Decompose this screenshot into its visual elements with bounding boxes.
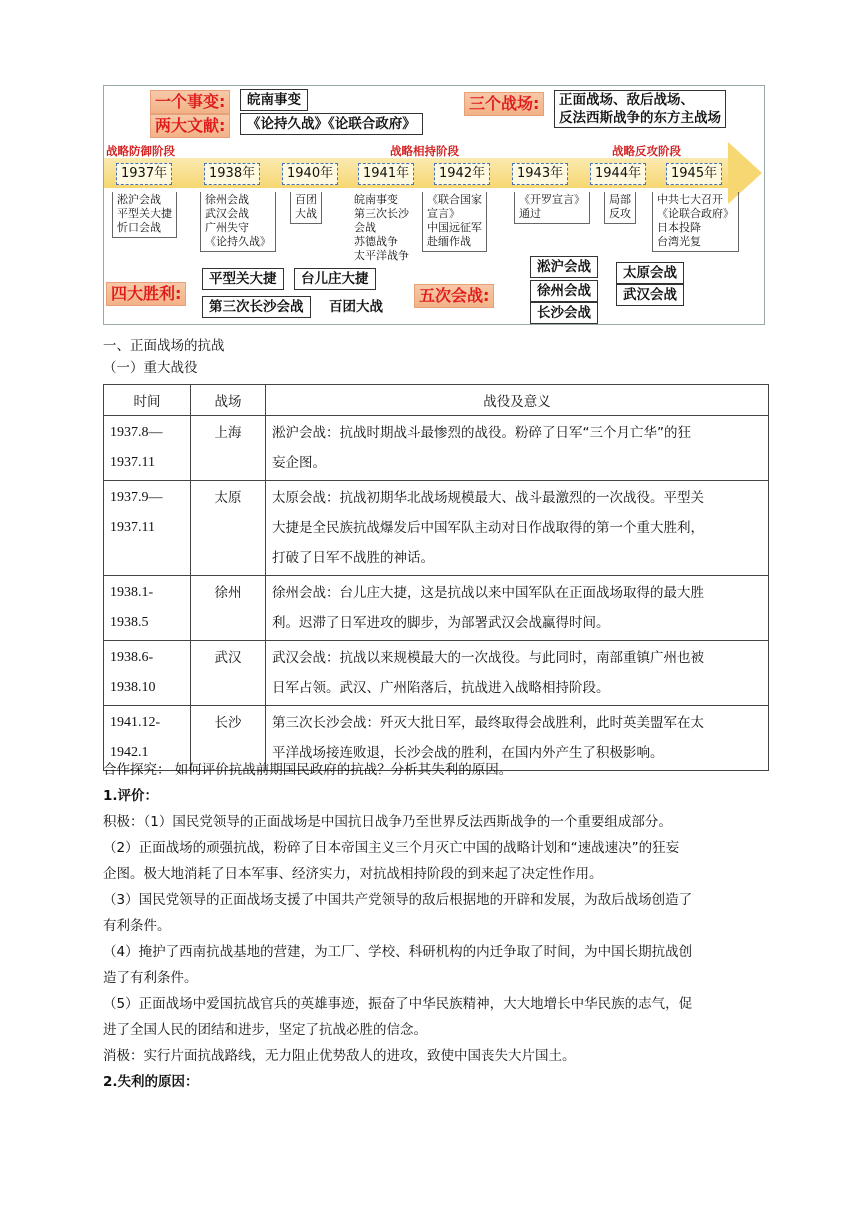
events-1945: 中共七大召开 《论联合政府》 日本投降 台湾光复	[652, 192, 739, 252]
table-row	[104, 641, 769, 706]
incident-tag: 一个事变:	[150, 90, 230, 114]
documents-tag: 两大文献:	[150, 114, 230, 138]
row-time: 1938.10	[110, 680, 156, 695]
battle-changsha: 长沙会战	[530, 302, 598, 324]
battles-table	[103, 384, 769, 771]
victory-pingxingguan: 平型关大捷	[202, 268, 284, 290]
row-desc: 淞沪会战：抗战时期战斗最惨烈的战役。粉碎了日军“三个月亡华”的狂	[272, 425, 691, 441]
paragraph-positive-3b: 有利条件。	[103, 918, 171, 934]
row-desc: 大捷是全民族抗战爆发后中国军队主动对日作战取得的第一个重大胜利，	[272, 520, 704, 536]
events-1944: 局部 反攻	[604, 192, 636, 224]
battlefields-tag: 三个战场:	[464, 92, 544, 116]
events-1941: 皖南事变 第三次长沙 会战 苏德战争 太平洋战争	[354, 193, 409, 262]
year-1943: 1943年	[512, 163, 568, 185]
row-desc: 日军占领。武汉、广州陷落后，抗战进入战略相持阶段。	[272, 680, 610, 696]
battlefields-value	[554, 90, 726, 128]
subsection-title: （一）重大战役	[103, 360, 198, 376]
row-time: 1938.6-	[110, 650, 154, 665]
timeline-band	[104, 158, 744, 188]
events-1940: 百团 大战	[290, 192, 322, 224]
victory-hundred-regiments: 百团大战	[322, 296, 390, 318]
table-header-row	[104, 385, 769, 416]
row-time: 1937.11	[110, 520, 155, 535]
phase-counteroffensive: 战略反攻阶段	[612, 144, 681, 158]
phase-defense: 战略防御阶段	[106, 144, 175, 158]
documents-value: 《论持久战》《论联合政府》	[240, 113, 423, 135]
events-1943: 《开罗宣言》 通过	[514, 192, 590, 224]
row-time: 1942.1	[110, 745, 149, 760]
row-desc: 太原会战：抗战初期华北战场规模最大、战斗最激烈的一次战役。平型关	[272, 490, 704, 506]
phase-stalemate: 战略相持阶段	[390, 144, 459, 158]
paragraph-positive-2b: 企图。极大地消耗了日本军事、经济实力，对抗战相持阶段的到来起了决定性作用。	[103, 866, 603, 882]
header-time: 时间	[104, 385, 191, 416]
events-1938: 徐州会战 武汉会战 广州失守 《论持久战》	[200, 192, 276, 252]
row-place: 上海	[191, 416, 266, 481]
victory-taierzhuang: 台儿庄大捷	[294, 268, 376, 290]
table-row	[104, 576, 769, 641]
events-1937: 淞沪会战 平型关大捷 忻口会战	[112, 192, 177, 238]
battles-tag: 五次会战:	[414, 284, 494, 308]
row-place: 太原	[191, 481, 266, 576]
row-place: 武汉	[191, 641, 266, 706]
victory-changsha: 第三次长沙会战	[202, 296, 311, 318]
section-title: 一、正面战场的抗战	[103, 338, 225, 354]
year-1942: 1942年	[434, 163, 490, 185]
year-1938: 1938年	[204, 163, 260, 185]
paragraph-positive-4b: 造了有利条件。	[103, 970, 198, 986]
paragraph-positive-5a: （5）正面战场中爱国抗战官兵的英雄事迹，振奋了中华民族精神，大大地增长中华民族的志气，促	[103, 996, 693, 1012]
year-1944: 1944年	[590, 163, 646, 185]
paragraph-positive-5b: 进了全国人民的团结和进步，坚定了抗战必胜的信念。	[103, 1022, 427, 1038]
paragraph-positive-4a: （4）掩护了西南抗战基地的营建，为工厂、学校、科研机构的内迁争取了时间，为中国长期抗战创	[103, 944, 693, 960]
row-desc: 第三次长沙会战：歼灭大批日军，最终取得会战胜利，此时英美盟军在太	[272, 715, 704, 731]
header-battle: 战役及意义	[266, 385, 769, 416]
causes-heading: 2.失利的原因：	[103, 1074, 199, 1090]
row-time: 1937.11	[110, 455, 155, 470]
year-1937: 1937年	[116, 163, 172, 185]
row-place: 徐州	[191, 576, 266, 641]
paragraph-positive-3a: （3）国民党领导的正面战场支援了中国共产党领导的敌后根据地的开辟和发展，为敌后战场创造了	[103, 892, 693, 908]
year-1940: 1940年	[282, 163, 338, 185]
row-time: 1937.9—	[110, 490, 163, 505]
events-1942: 《联合国家 宣言》 中国远征军 赴缅作战	[422, 192, 487, 252]
summary-figure	[103, 85, 765, 325]
battle-taiyuan: 太原会战	[616, 262, 684, 284]
table-row	[104, 481, 769, 576]
row-place: 长沙	[191, 706, 266, 771]
year-1941: 1941年	[358, 163, 414, 185]
row-time: 1938.5	[110, 615, 149, 630]
battle-songhu: 淞沪会战	[530, 256, 598, 278]
inquiry-prompt: 合作探究： 如何评价抗战前期国民政府的抗战？分析其失利的原因。	[103, 762, 513, 778]
row-desc: 徐州会战：台儿庄大捷，这是抗战以来中国军队在正面战场取得的最大胜	[272, 585, 704, 601]
row-desc: 武汉会战：抗战以来规模最大的一次战役。与此同时，南部重镇广州也被	[272, 650, 704, 666]
victories-tag: 四大胜利:	[106, 282, 186, 306]
row-time: 1941.12-	[110, 715, 161, 730]
table-row	[104, 416, 769, 481]
evaluation-heading: 1.评价：	[103, 788, 159, 804]
header-place: 战场	[191, 385, 266, 416]
battlefields-line-1: 正面战场、敌后战场、	[559, 92, 694, 108]
row-time: 1937.8—	[110, 425, 163, 440]
row-desc: 利。迟滞了日军进攻的脚步，为部署武汉会战赢得时间。	[272, 615, 610, 631]
row-desc: 打破了日军不战胜的神话。	[272, 550, 434, 566]
row-desc: 妄企图。	[272, 455, 326, 471]
paragraph-negative: 消极：实行片面抗战路线，无力阻止优势敌人的进攻，致使中国丧失大片国土。	[103, 1048, 576, 1064]
incident-value: 皖南事变	[240, 89, 308, 111]
battle-wuhan: 武汉会战	[616, 284, 684, 306]
paragraph-positive-2a: （2）正面战场的顽强抗战，粉碎了日本帝国主义三个月灭亡中国的战略计划和“速战速决”的狂妄	[103, 840, 680, 856]
battle-xuzhou: 徐州会战	[530, 280, 598, 302]
paragraph-positive-1: 积极：（1）国民党领导的正面战场是中国抗日战争乃至世界反法西斯战争的一个重要组成部分。	[103, 814, 672, 830]
year-1945: 1945年	[666, 163, 722, 185]
battlefields-line-2: 反法西斯战争的东方主战场	[559, 110, 721, 126]
row-desc: 平洋战场接连败退，长沙会战的胜利，在国内外产生了积极影响。	[272, 745, 664, 761]
row-time: 1938.1-	[110, 585, 154, 600]
